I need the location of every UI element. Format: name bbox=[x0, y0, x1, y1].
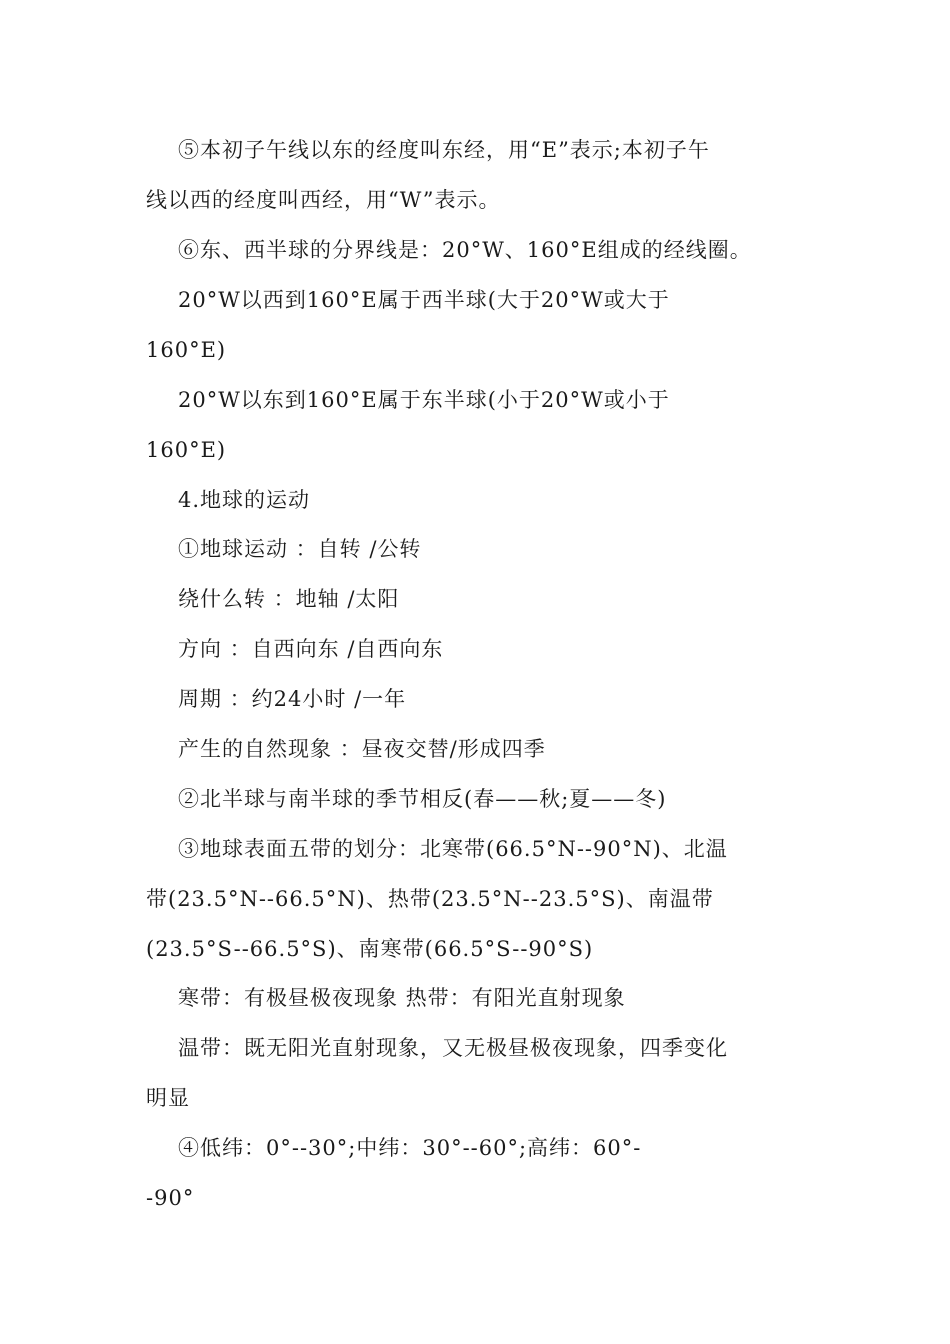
text-line: (23.5°S--66.5°S)、南寒带(66.5°S--90°S) bbox=[146, 937, 594, 961]
text-line: 160°E) bbox=[146, 338, 227, 362]
text-line: 方向 ：自西向东 /自西向东 bbox=[178, 637, 444, 661]
text-line: 产生的自然现象 ：昼夜交替/形成四季 bbox=[178, 737, 546, 761]
text-line: 160°E) bbox=[146, 438, 227, 462]
text-line: ①地球运动 ：自转 /公转 bbox=[178, 537, 422, 561]
text-line: 明显 bbox=[146, 1086, 190, 1110]
text-line: ④低纬：0°--30°;中纬：30°--60°;高纬：60°- bbox=[178, 1136, 642, 1160]
text-line: 绕什么转 ：地轴 /太阳 bbox=[178, 587, 400, 611]
text-line: 20°W以西到160°E属于西半球(大于20°W或大于 bbox=[178, 288, 670, 312]
section-heading: 4.地球的运动 bbox=[178, 488, 311, 512]
text-line: 带(23.5°N--66.5°N)、热带(23.5°N--23.5°S)、南温带 bbox=[146, 887, 714, 911]
text-line: 20°W以东到160°E属于东半球(小于20°W或小于 bbox=[178, 388, 670, 412]
text-line: 周期 ：约24小时 /一年 bbox=[178, 687, 407, 711]
text-line: ⑥东、西半球的分界线是：20°W、160°E组成的经线圈。 bbox=[178, 238, 752, 262]
text-line: ③地球表面五带的划分：北寒带(66.5°N--90°N)、北温 bbox=[178, 837, 728, 861]
text-line: 温带：既无阳光直射现象，又无极昼极夜现象，四季变化 bbox=[178, 1036, 728, 1060]
text-line: ②北半球与南半球的季节相反(春——秋;夏——冬) bbox=[178, 787, 667, 811]
text-line: -90° bbox=[146, 1186, 195, 1210]
text-line: ⑤本初子午线以东的经度叫东经，用“E”表示;本初子午 bbox=[178, 138, 710, 162]
text-line: 寒带：有极昼极夜现象 热带：有阳光直射现象 bbox=[178, 986, 626, 1010]
text-line: 线以西的经度叫西经，用“W”表示。 bbox=[146, 188, 501, 212]
